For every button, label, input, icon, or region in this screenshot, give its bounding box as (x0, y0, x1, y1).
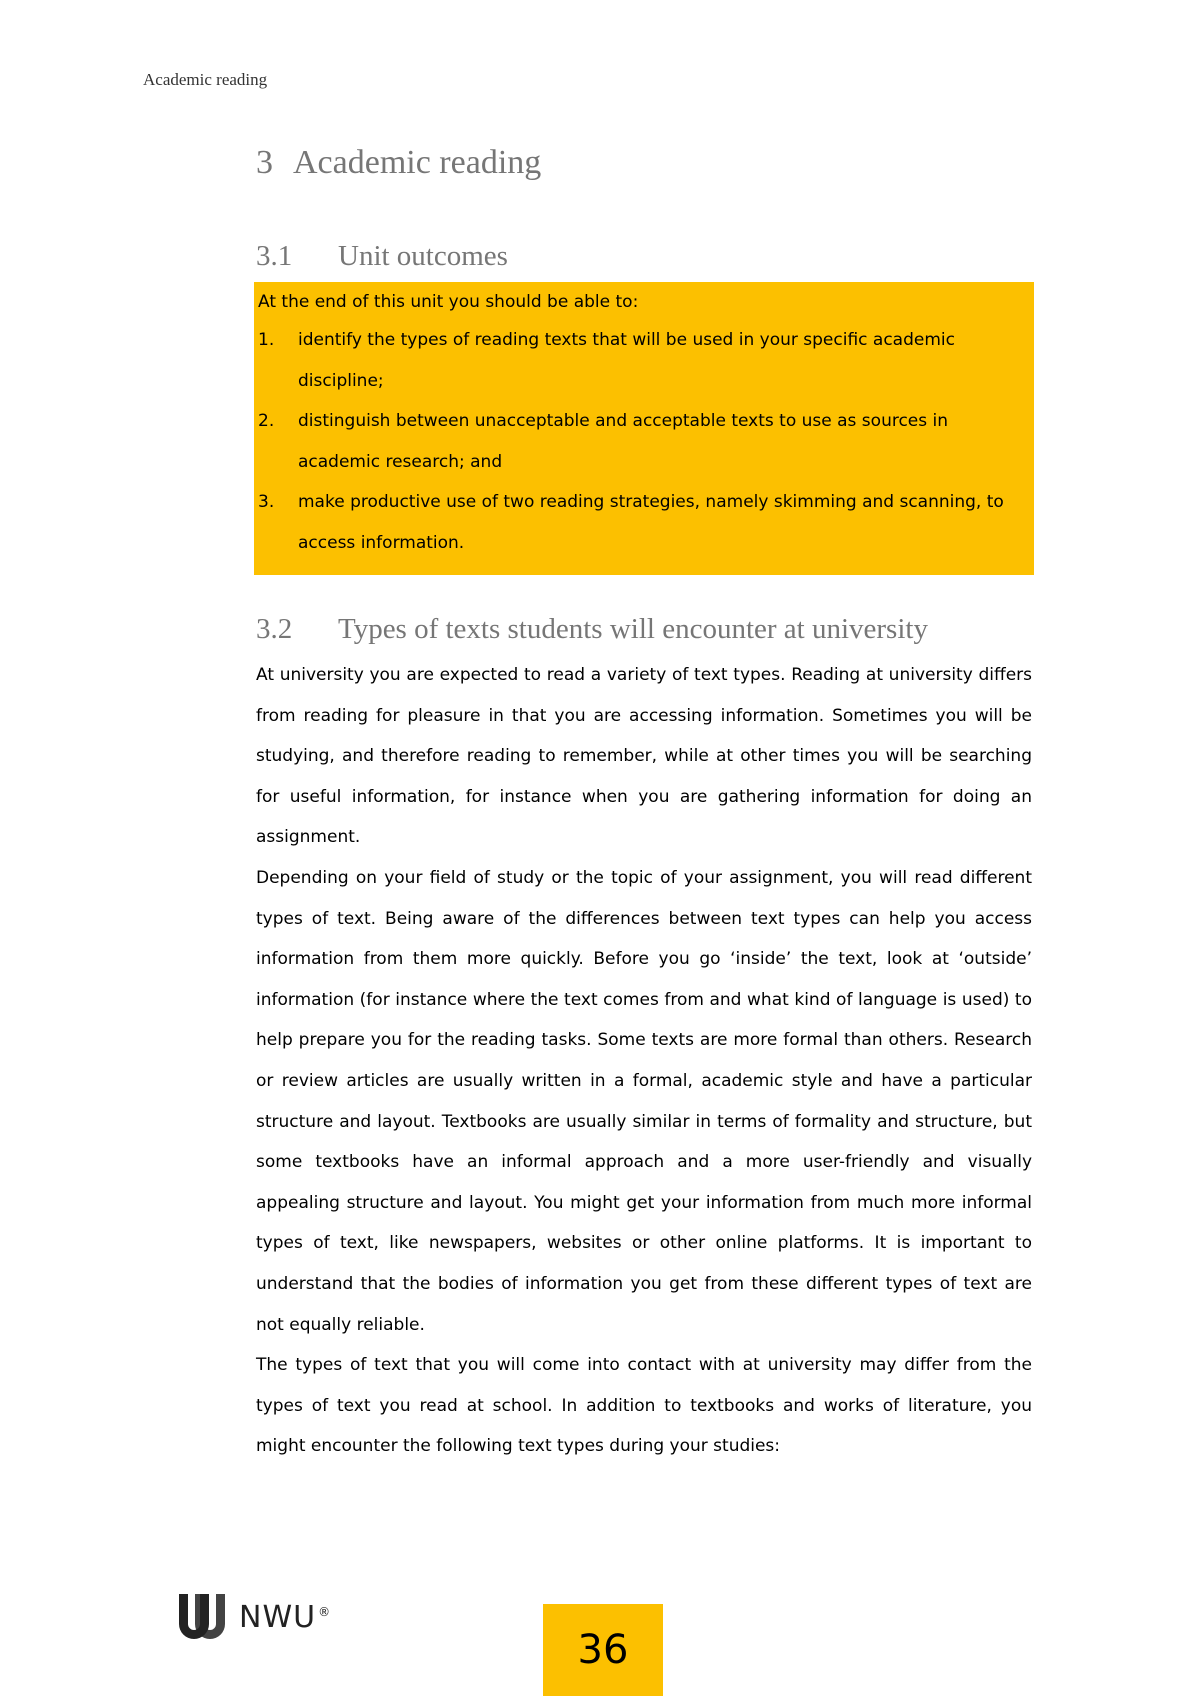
body-paragraph: At university you are expected to read a variety of text types. Reading at university differs from reading for pleasure in that you are accessing information. Sometimes you will be studying, and therefore reading to remember, while at other times you will be searching for useful information, for instance when you are gathering information for doing an assignment. (256, 665, 1032, 848)
outcome-text: identify the types of reading texts that will be used in your specific academic discipline; (298, 330, 955, 391)
body-paragraph: The types of text that you will come into contact with at university may differ from the types of text you read at school. In addition to textbooks and works of literature, you might encounter the following text types during your studies: (256, 1355, 1032, 1457)
registered-mark: ® (318, 1604, 332, 1619)
list-marker: 3. (258, 492, 275, 512)
outcome-item (258, 482, 1030, 563)
outcome-item (258, 401, 1030, 482)
section-number: 3.2 (256, 613, 293, 645)
section-title: Unit outcomes (338, 240, 508, 272)
section-number: 3.1 (256, 240, 293, 272)
chapter-heading (256, 140, 1032, 186)
nwu-logo (173, 1588, 331, 1646)
outcome-item (258, 320, 1030, 401)
running-header: Academic reading (143, 70, 268, 89)
outcomes-intro: At the end of this unit you should be able to: (258, 292, 639, 312)
section-title: Types of texts students will encounter at university (338, 613, 928, 645)
list-marker: 1. (258, 330, 275, 350)
chapter-title: Academic reading (293, 144, 542, 181)
outcomes-list (258, 320, 1030, 563)
nwu-emblem-icon (173, 1588, 231, 1646)
section-heading-outcomes (256, 236, 1032, 276)
outcomes-box (254, 282, 1034, 575)
body-paragraph: Depending on your field of study or the topic of your assignment, you will read different types of text. Being aware of the differences between text types can help you access information from them more quickly. Before you go ‘inside’ the text, look at ‘outside’ information (for instance where the text comes from and what kind of language is used) to help prepare you for the reading tasks. Some texts are more formal than others. Research or review articles are usually written in a formal, academic style and have a particular structure and layout. Textbooks are usually similar in terms of formality and structure, but some textbooks have an informal approach and a more user-friendly and visually appealing structure and layout. You might get your information from much more informal types of text, like newspapers, websites or other online platforms. It is important to understand that the bodies of information you get from these different types of text are not equally reliable. (256, 867, 1032, 1335)
logo-text: NWU (239, 1599, 317, 1635)
page-content (256, 140, 1032, 1467)
outcome-text: distinguish between unacceptable and acceptable texts to use as sources in academic research; and (298, 411, 949, 472)
list-marker: 2. (258, 411, 275, 431)
chapter-number: 3 (256, 144, 273, 181)
page-number: 36 (543, 1604, 663, 1696)
section-heading-types (256, 609, 1032, 649)
outcome-text: make productive use of two reading strategies, namely skimming and scanning, to access information. (298, 492, 1004, 553)
logo-wordmark (239, 1600, 331, 1635)
